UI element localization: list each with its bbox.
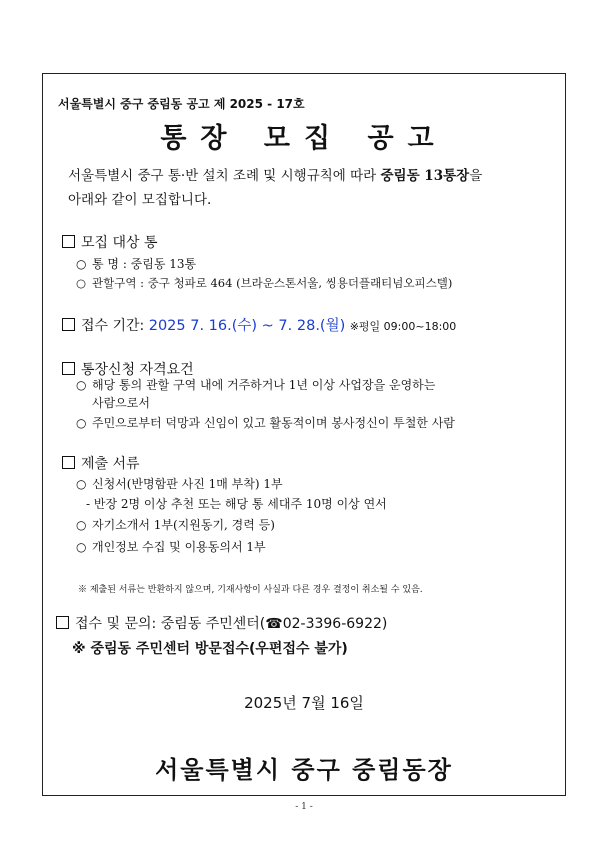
bullet-icon: ○ — [76, 257, 87, 271]
qualification-item-1-text: 해당 통의 관할 구역 내에 거주하거나 1년 이상 사업장을 운영하는 — [92, 378, 436, 392]
document-item-1 — [76, 475, 283, 492]
section-contact — [56, 613, 387, 633]
contact-value: 중림동 주민센터(☎02-3396-6922) — [160, 616, 388, 632]
section-period — [62, 314, 456, 335]
target-item-2-text: 관할구역 : 중구 청파로 464 (브라운스톤서울, 씽용더플래티넘오피스텔) — [92, 276, 453, 290]
period-hours: ※평일 09:00~18:00 — [349, 320, 457, 333]
intro-paragraph — [68, 164, 482, 212]
target-item-1-text: 통 명 : 중림동 13통 — [92, 257, 197, 271]
intro-line-2: 아래와 같이 모집합니다. — [68, 192, 212, 208]
page-number: - 1 - — [295, 802, 313, 812]
intro-highlight: 중림동 13통장 — [380, 168, 470, 184]
section-documents-label: 제출 서류 — [81, 456, 140, 472]
bullet-icon: ○ — [76, 518, 87, 532]
checkbox-icon — [62, 456, 75, 469]
section-qualification-label: 통장신청 자격요건 — [81, 362, 194, 378]
document-item-3-text: 개인정보 수집 및 이용동의서 1부 — [92, 540, 266, 554]
period-value: 2025 7. 16.(수) ~ 7. 28.(월) — [148, 318, 346, 334]
section-target-heading — [62, 232, 158, 252]
qualification-item-2-text: 주민으로부터 덕망과 신임이 있고 활동적이며 봉사정신이 투철한 사람 — [92, 416, 455, 430]
intro-line-1 — [68, 164, 482, 188]
page-title: 통장 모집 공고 — [160, 123, 448, 154]
intro-line-1-prefix: 서울특별시 중구 통·반 설치 조례 및 시행규칙에 따라 — [68, 168, 381, 184]
bullet-icon: ○ — [76, 276, 87, 290]
contact-note: ※ 중림동 주민센터 방문접수(우편접수 불가) — [72, 641, 348, 657]
document-item-2-text: 자기소개서 1부(지원동기, 경력 등) — [92, 518, 275, 532]
checkbox-icon — [56, 616, 69, 629]
document-item-1-text: 신청서(반명함판 사진 1매 부착) 1부 — [92, 477, 283, 491]
section-period-label: 접수 기간: — [81, 318, 149, 334]
notice-number: 서울특별시 중구 중림동 공고 제 2025 - 17호 — [58, 97, 305, 111]
qualification-item-1 — [76, 376, 435, 393]
bullet-icon: ○ — [76, 416, 87, 430]
document-item-3 — [76, 538, 266, 555]
notice-date: 2025년 7월 16일 — [244, 694, 364, 712]
checkbox-icon — [62, 235, 75, 248]
target-item-2 — [76, 275, 452, 291]
qualification-item-1-cont: 사람으로서 — [92, 396, 150, 410]
section-target-label: 모집 대상 통 — [81, 235, 158, 251]
document-item-2 — [76, 516, 275, 533]
documents-note: ※ 제출된 서류는 반환하지 않으며, 기재사항이 사실과 다른 경우 결정이 취소될 수 있음. — [78, 585, 423, 595]
signature: 서울특별시 중구 중림동장 — [155, 756, 453, 784]
target-item-1 — [76, 255, 196, 272]
intro-line-1-suffix: 을 — [469, 168, 483, 184]
checkbox-icon — [62, 362, 75, 375]
qualification-item-2 — [76, 414, 455, 431]
bullet-icon: ○ — [76, 477, 87, 491]
section-contact-label: 접수 및 문의: — [75, 616, 161, 632]
checkbox-icon — [62, 318, 75, 331]
document-item-1-sub: - 반장 2명 이상 추천 또는 해당 통 세대주 10명 이상 연서 — [86, 497, 387, 511]
section-documents-heading — [62, 453, 140, 473]
bullet-icon: ○ — [76, 378, 87, 392]
bullet-icon: ○ — [76, 540, 87, 554]
